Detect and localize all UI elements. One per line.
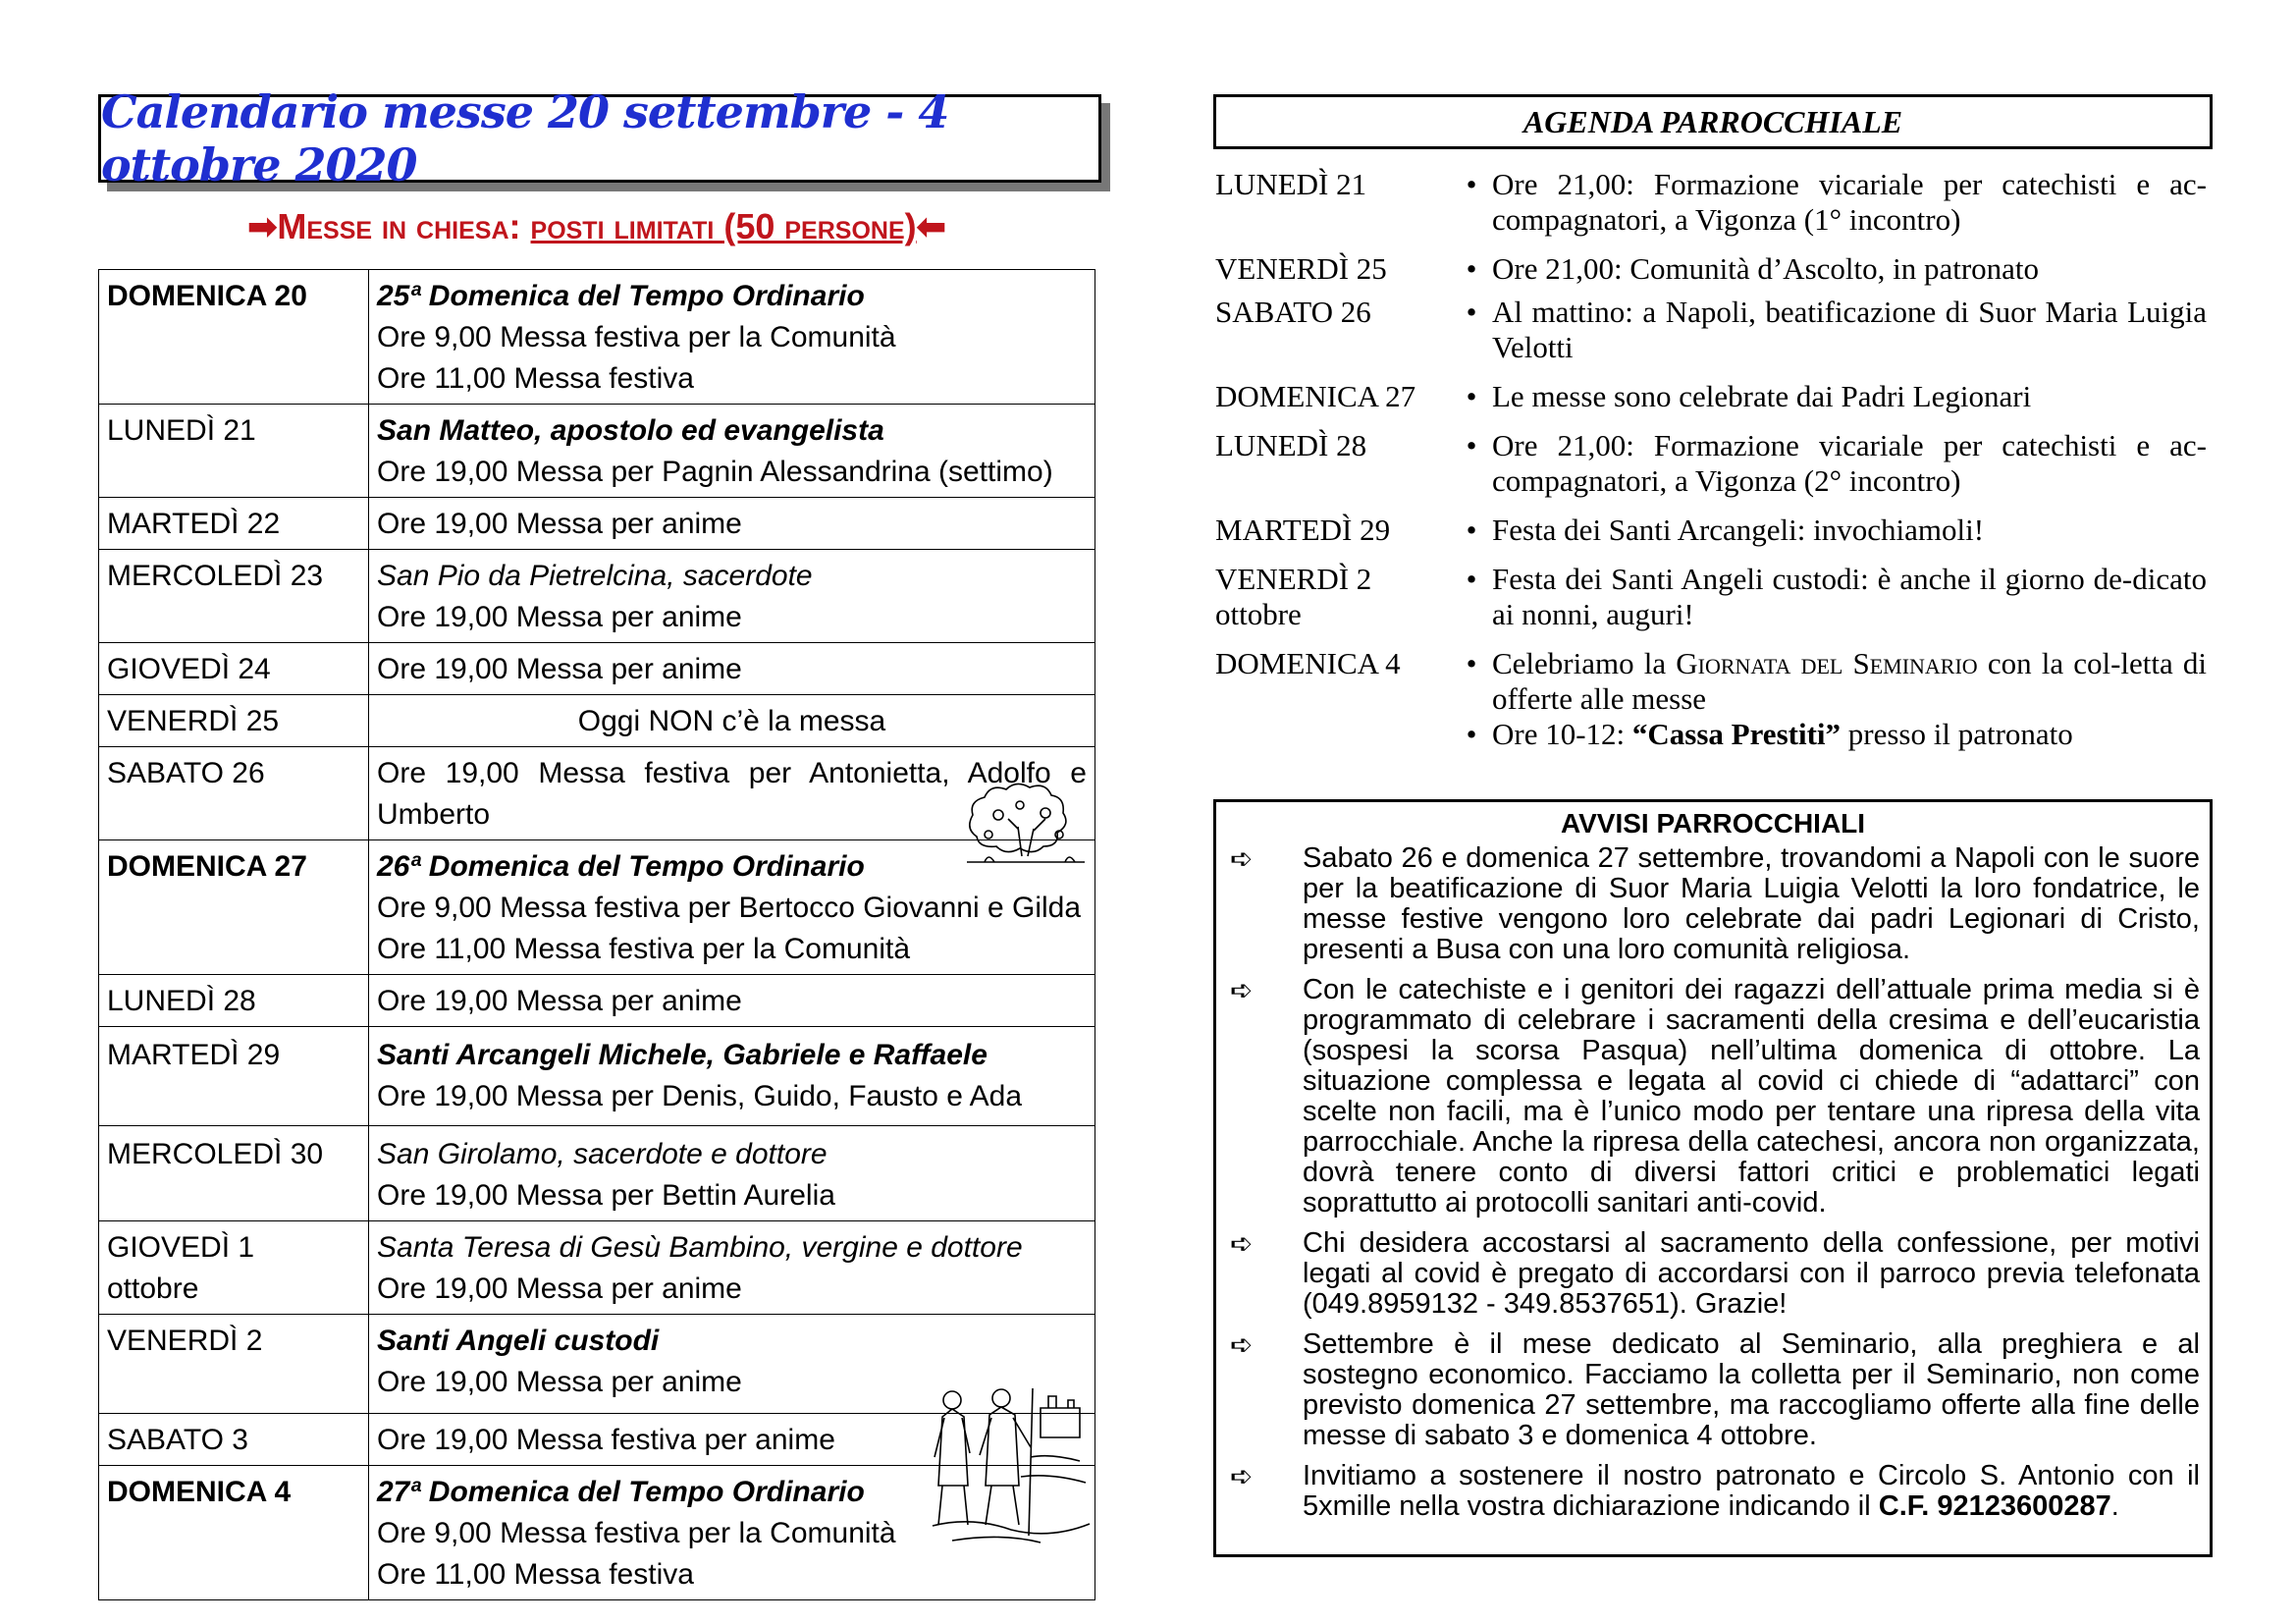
list-item xyxy=(1216,1228,2210,1320)
notice-text xyxy=(1303,1461,2210,1522)
mass-subtitle xyxy=(98,206,1095,247)
mass-cell xyxy=(369,270,1095,405)
mass-cell xyxy=(369,498,1095,550)
avvisi-title: AVVISI PARROCCHIALI xyxy=(1560,808,1866,839)
day-cell: MERCOLEDÌ 23 xyxy=(99,550,369,643)
mass-cell xyxy=(369,695,1095,747)
day-label: GIOVEDÌ 1 ottobre xyxy=(107,1231,255,1305)
mass-cell xyxy=(369,550,1095,643)
notice-text: Chi desidera accostarsi al sacramento della confessione, per motivi legati al covid è pregato di accordarsi con il parroco previa telefonata (049.8959132 - 349.8537651). Grazie! xyxy=(1303,1227,2200,1320)
subtitle-part2: posti limitati (50 persone) xyxy=(530,206,917,246)
agenda-day xyxy=(1215,562,1451,632)
arrow-icon: ➪ xyxy=(1230,975,1254,1005)
calendar-title: Calendario messe 20 settembre - 4 ottobre 2020 xyxy=(101,85,949,191)
subtitle-part1: Messe in chiesa: xyxy=(277,206,521,246)
mass-line: Ore 19,00 Messa per anime xyxy=(377,985,742,1017)
day-cell: DOMENICA 20 xyxy=(99,270,369,405)
bullet-icon: • xyxy=(1466,513,1477,547)
agenda-item-text xyxy=(1492,717,2207,752)
day-cell: MERCOLEDÌ 30 xyxy=(99,1126,369,1221)
mass-cell xyxy=(369,643,1095,695)
mass-line: Ore 19,00 Messa per Denis, Guido, Fausto e Ada xyxy=(377,1080,1023,1112)
list-item xyxy=(1451,513,2207,548)
agenda-text-part: Celebriamo la xyxy=(1492,646,1667,680)
mass-line: Ore 11,00 Messa festiva xyxy=(377,362,694,395)
day-cell: DOMENICA 4 xyxy=(99,1466,369,1600)
liturgy-title: San Girolamo, sacerdote e dottore xyxy=(377,1138,828,1170)
mass-line: Ore 19,00 Messa festiva per Antonietta, Adolfo e Umberto xyxy=(377,757,1087,831)
table-row xyxy=(99,498,1095,550)
list-item xyxy=(1451,562,2207,632)
bullet-icon: • xyxy=(1466,295,1477,329)
agenda-row xyxy=(1215,167,2207,238)
agenda-item-text: Ore 21,00: Comunità d’Ascolto, in patronato xyxy=(1492,251,2040,286)
table-row xyxy=(99,270,1095,405)
bullet-icon: • xyxy=(1466,251,1477,286)
mass-cell xyxy=(369,1126,1095,1221)
agenda-row xyxy=(1215,295,2207,365)
agenda-day: LUNEDÌ 28 xyxy=(1215,428,1367,462)
agenda-day-label: VENERDÌ 2 ottobre xyxy=(1215,562,1372,631)
mass-line: Ore 19,00 Messa per anime xyxy=(377,508,742,540)
mass-line: Ore 9,00 Messa festiva per Bertocco Giovanni e Gilda xyxy=(377,892,1082,924)
bullet-icon: • xyxy=(1466,379,1477,413)
agenda-item-text: Al mattino: a Napoli, beatificazione di Suor Maria Luigia Velotti xyxy=(1492,295,2207,364)
seminary-day-label: Giornata del Seminario xyxy=(1676,646,1978,680)
mass-line: Ore 11,00 Messa festiva per la Comunità xyxy=(377,933,911,965)
agenda-item-text: Festa dei Santi Angeli custodi: è anche il giorno de-dicato ai nonni, auguri! xyxy=(1492,562,2207,631)
table-row xyxy=(99,1221,1095,1315)
agenda-text-part: con la col-letta di offerte alle messe xyxy=(1492,646,2208,716)
table-row xyxy=(99,840,1095,975)
agenda-text-part: Ore 10-12: xyxy=(1492,717,1626,751)
agenda-item-text xyxy=(1492,646,2207,717)
tax-code: C.F. 92123600287 xyxy=(1878,1490,2111,1522)
bullet-icon: • xyxy=(1466,717,1477,751)
agenda-day: MARTEDÌ 29 xyxy=(1215,513,1391,547)
agenda-day: SABATO 26 xyxy=(1215,295,1371,329)
mass-line: Ore 19,00 Messa per Bettin Aurelia xyxy=(377,1179,835,1212)
agenda-day: LUNEDÌ 21 xyxy=(1215,167,1367,201)
day-cell: MARTEDÌ 22 xyxy=(99,498,369,550)
notice-text-part: Invitiamo a sostenere il nostro patronato e Circolo S. Antonio con il 5xmille nella vostra dichiarazione indicando il xyxy=(1303,1460,2200,1522)
liturgy-title: 26ª Domenica del Tempo Ordinario xyxy=(377,850,865,883)
notice-text: Sabato 26 e domenica 27 settembre, trovandomi a Napoli con le suore per la beatificazione di Suor Maria Luigia Velotti la loro fondatrice, le messe festive vengono loro celebrate dai padri Legionari di Cristo, presenti a Busa con una loro comunità religiosa. xyxy=(1303,842,2200,965)
mass-line: Ore 19,00 Messa per anime xyxy=(377,653,742,685)
agenda-row xyxy=(1215,513,2207,548)
mass-line: Ore 19,00 Messa per anime xyxy=(377,1272,742,1305)
day-cell: VENERDÌ 25 xyxy=(99,695,369,747)
list-item xyxy=(1451,251,2207,287)
mass-cell xyxy=(369,1027,1095,1126)
table-row xyxy=(99,1126,1095,1221)
table-row xyxy=(99,695,1095,747)
agenda-row xyxy=(1215,428,2207,499)
list-item xyxy=(1216,843,2210,965)
mass-cell xyxy=(369,1221,1095,1315)
day-cell xyxy=(99,1221,369,1315)
mass-line: Ore 19,00 Messa festiva per anime xyxy=(377,1424,835,1456)
day-cell: MARTEDÌ 29 xyxy=(99,1027,369,1126)
agenda-item-text: Festa dei Santi Arcangeli: invochiamoli! xyxy=(1492,513,1985,547)
table-row xyxy=(99,975,1095,1027)
calendar-title-box xyxy=(98,85,1101,191)
list-item xyxy=(1451,167,2207,238)
arrow-left-icon: ⬅ xyxy=(916,206,946,246)
day-cell: DOMENICA 27 xyxy=(99,840,369,975)
agenda-item-text: Ore 21,00: Formazione vicariale per catechisti e ac-compagnatori, a Vigonza (1° incontro) xyxy=(1492,167,2207,237)
punctuation: . xyxy=(2110,1490,2119,1522)
day-cell: LUNEDÌ 28 xyxy=(99,975,369,1027)
agenda-row xyxy=(1215,562,2207,632)
liturgy-title: San Matteo, apostolo ed evangelista xyxy=(377,414,884,447)
day-cell: VENERDÌ 2 xyxy=(99,1315,369,1414)
list-item xyxy=(1216,1329,2210,1451)
agenda-list xyxy=(1215,167,2207,766)
liturgy-title: 25ª Domenica del Tempo Ordinario xyxy=(377,280,865,312)
avvisi-box xyxy=(1213,799,2213,1557)
notice-text: Settembre è il mese dedicato al Seminario, alla preghiera e al sostegno economico. Facciamo la colletta per il Seminario, non come previsto domenica 27 settembre, ma raccogliamo offerte alla fine delle messe di sabato 3 e domenica 4 ottobre. xyxy=(1303,1328,2200,1451)
table-row xyxy=(99,1027,1095,1126)
arrow-right-icon: ➡ xyxy=(247,206,278,246)
liturgy-title: Santa Teresa di Gesù Bambino, vergine e dottore xyxy=(377,1231,1023,1264)
agenda-item-text: Ore 21,00: Formazione vicariale per catechisti e ac-compagnatori, a Vigonza (2° incontro) xyxy=(1492,428,2207,498)
list-item xyxy=(1451,646,2207,717)
table-row xyxy=(99,643,1095,695)
day-cell: SABATO 26 xyxy=(99,747,369,840)
table-row xyxy=(99,747,1095,840)
agenda-title: AGENDA PARROCCHIALE xyxy=(1522,103,1903,139)
mass-cell xyxy=(369,975,1095,1027)
liturgy-title: Santi Arcangeli Michele, Gabriele e Raffaele xyxy=(377,1039,988,1071)
arrow-icon: ➪ xyxy=(1230,1329,1254,1360)
list-item xyxy=(1451,379,2207,414)
no-mass-notice: Oggi NON c’è la messa xyxy=(577,705,886,737)
day-cell: SABATO 3 xyxy=(99,1414,369,1466)
agenda-day: DOMENICA 4 xyxy=(1215,646,1401,680)
mass-line: Ore 19,00 Messa per anime xyxy=(377,1366,742,1398)
cassa-prestiti-label: “Cassa Prestiti” xyxy=(1631,717,1842,751)
mass-line: Ore 19,00 Messa per Pagnin Alessandrina (settimo) xyxy=(377,456,1053,488)
bullet-icon: • xyxy=(1466,167,1477,201)
arrow-icon: ➪ xyxy=(1230,1461,1254,1491)
arrow-icon: ➪ xyxy=(1230,1228,1254,1259)
agenda-item-text: Le messe sono celebrate dai Padri Legionari xyxy=(1492,379,2032,413)
day-cell: LUNEDÌ 21 xyxy=(99,405,369,498)
agenda-row xyxy=(1215,379,2207,414)
liturgy-title: 27ª Domenica del Tempo Ordinario xyxy=(377,1476,865,1508)
bullet-icon: • xyxy=(1466,562,1477,596)
list-item xyxy=(1451,295,2207,365)
table-row xyxy=(99,405,1095,498)
liturgy-title: Santi Angeli custodi xyxy=(377,1325,660,1357)
agenda-day: VENERDÌ 25 xyxy=(1215,251,1387,286)
arrow-icon: ➪ xyxy=(1230,843,1254,874)
list-item xyxy=(1216,1461,2210,1522)
list-item xyxy=(1451,428,2207,499)
mass-line: Ore 19,00 Messa per anime xyxy=(377,601,742,633)
bullet-icon: • xyxy=(1466,646,1477,680)
list-item xyxy=(1451,717,2207,752)
tree-clipart-icon xyxy=(957,778,1095,868)
agenda-row xyxy=(1215,251,2207,287)
agenda-row xyxy=(1215,646,2207,752)
list-item xyxy=(1216,975,2210,1218)
agenda-day: DOMENICA 27 xyxy=(1215,379,1416,413)
mass-line: Ore 9,00 Messa festiva per la Comunità xyxy=(377,321,896,353)
mass-line: Ore 11,00 Messa festiva xyxy=(377,1558,694,1591)
mass-cell xyxy=(369,405,1095,498)
notice-text: Con le catechiste e i genitori dei ragazzi dell’attuale prima media si è programmato di celebrare i sacramenti della cresima e dell’eucaristia (sospesi la scorsa Pasqua) nell’ultima domenica di ottobre. La situazione complessa e legata al covid ci chiede di “adattarci” con scelte non facili, ma è l’unico modo per tentare una ripresa della vita parrocchiale. Anche la ripresa della catechesi, ancora non organizzata, dovrà tenere conto di diversi fattori critici e problematici legati soprattutto ai protocolli sanitari anti-covid. xyxy=(1303,974,2200,1218)
mass-line: Ore 9,00 Messa festiva per la Comunità xyxy=(377,1517,896,1549)
agenda-text-part: presso il patronato xyxy=(1847,717,2073,751)
pilgrims-clipart-icon xyxy=(923,1379,1095,1555)
agenda-header xyxy=(1213,94,2213,149)
day-cell: GIOVEDÌ 24 xyxy=(99,643,369,695)
table-row xyxy=(99,550,1095,643)
liturgy-title: San Pio da Pietrelcina, sacerdote xyxy=(377,560,813,592)
bullet-icon: • xyxy=(1466,428,1477,462)
